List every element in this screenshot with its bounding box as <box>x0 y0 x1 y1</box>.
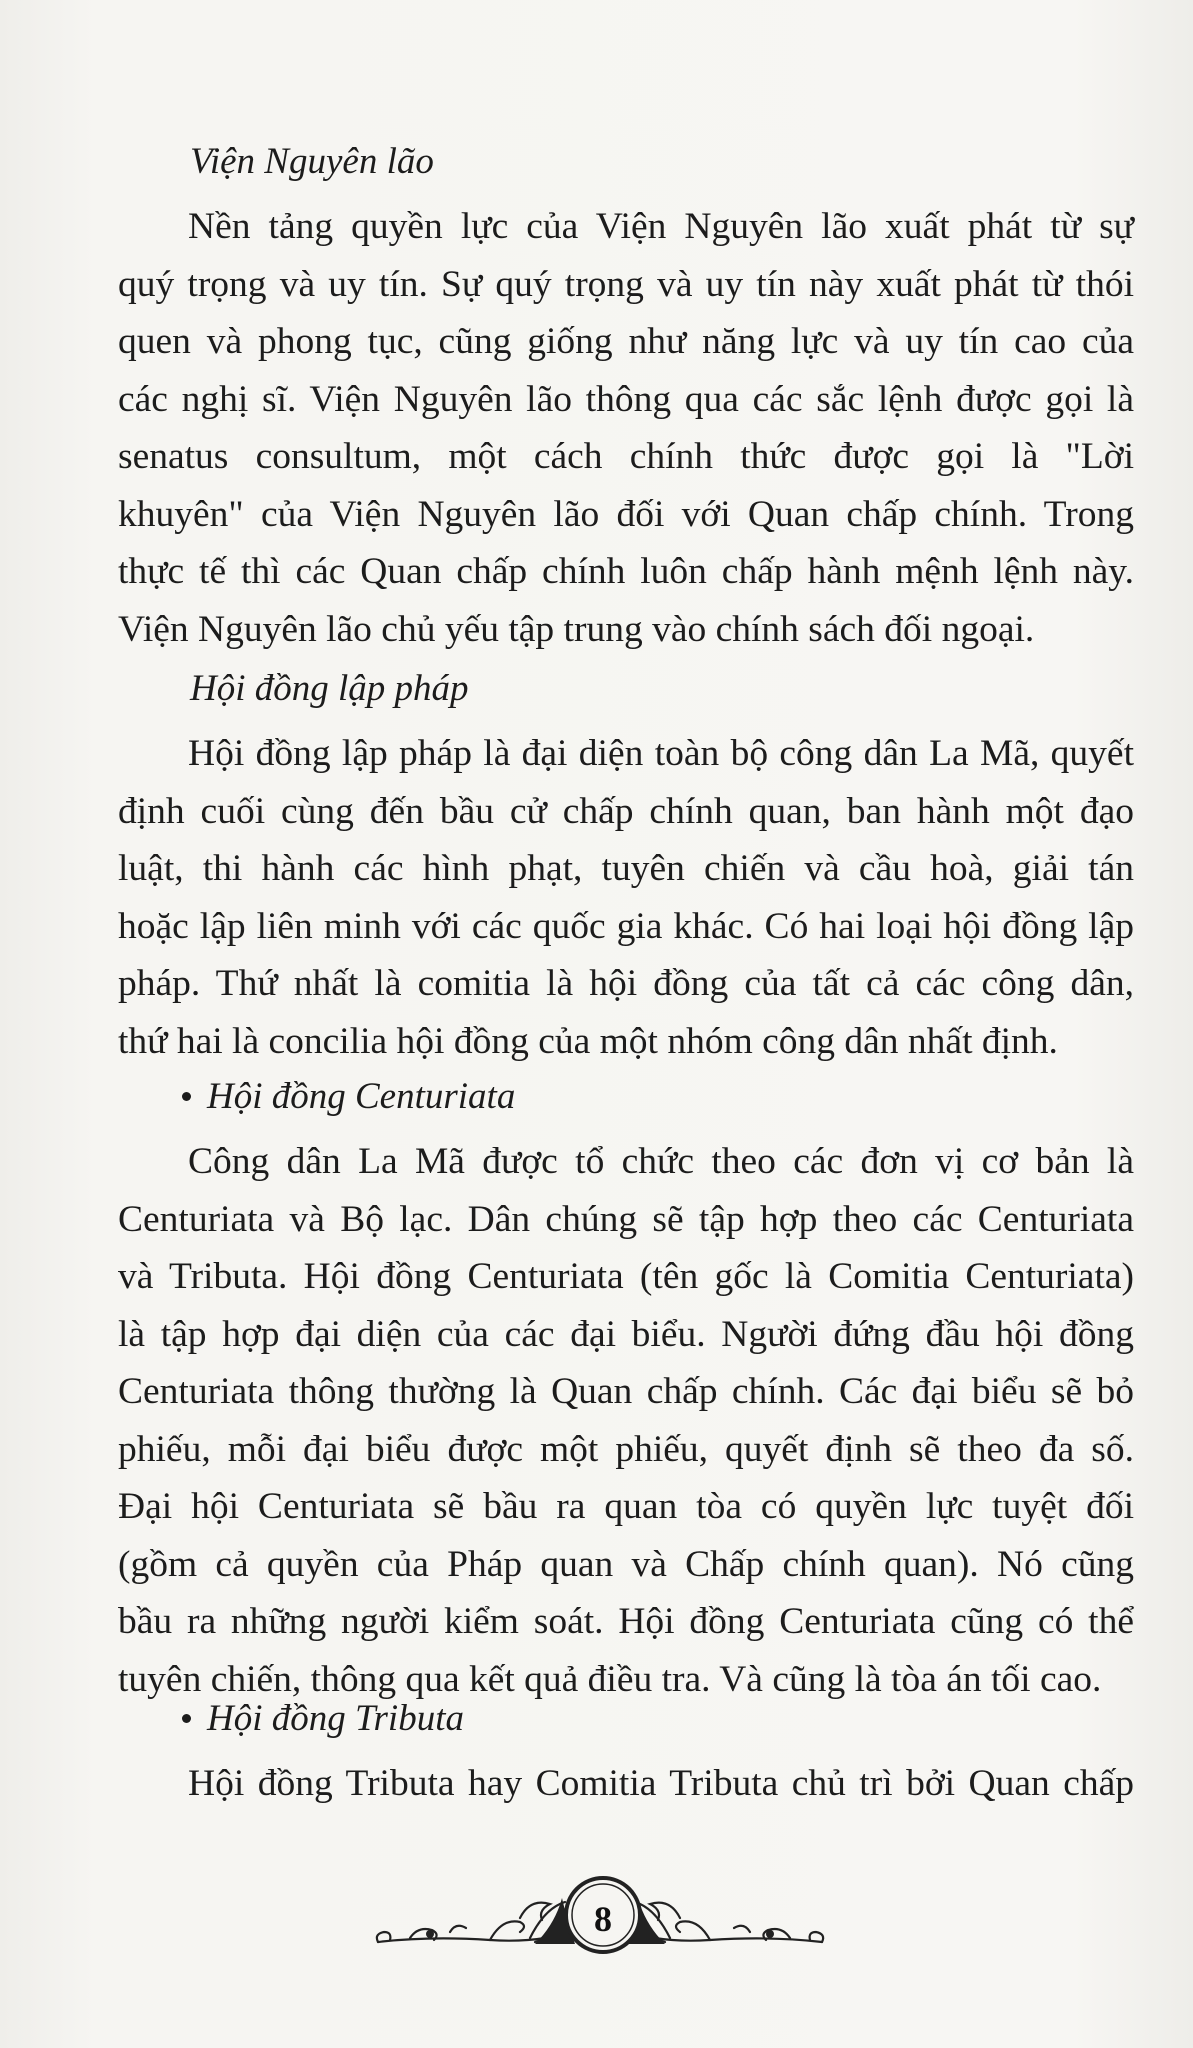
text-line: thực tế thì các Quan chấp chính luôn chấp hành mệnh lệnh này. <box>118 551 1134 592</box>
bullet-icon <box>182 1714 191 1723</box>
text-line: luật, thi hành các hình phạt, tuyên chiến và cầu hoà, giải tán <box>118 848 1134 889</box>
text-line: pháp. Thứ nhất là comitia là hội đồng của tất cả các công dân, <box>118 963 1134 1004</box>
bullet-icon <box>182 1092 191 1101</box>
paragraph-hoi-dong-centuriata <box>118 1133 1134 1708</box>
section-heading-vien-nguyen-lao: Viện Nguyên lão <box>190 141 434 182</box>
bullet-heading-label: Hội đồng Tributa <box>207 1698 464 1739</box>
text-line: Centuriata và Bộ lạc. Dân chúng sẽ tập hợp theo các Centuriata <box>118 1198 1134 1240</box>
text-line: là tập hợp đại diện của các đại biểu. Người đứng đầu hội đồng <box>118 1313 1134 1355</box>
text-line: Công dân La Mã được tổ chức theo các đơn vị cơ bản là <box>188 1141 1134 1182</box>
text-line: định cuối cùng đến bầu cử chấp chính quan, ban hành một đạo <box>118 790 1134 832</box>
section-heading-hoi-dong-centuriata <box>182 1075 515 1119</box>
text-line: quen và phong tục, cũng giống như năng lực và uy tín cao của <box>118 321 1134 362</box>
paragraph-hoi-dong-tributa <box>118 1755 1134 1813</box>
text-line: (gồm cả quyền của Pháp quan và Chấp chính quan). Nó cũng <box>118 1543 1134 1585</box>
section-heading-hoi-dong-lap-phap: Hội đồng lập pháp <box>190 668 469 709</box>
page-number: 8 <box>594 1899 612 1939</box>
text-line: Hội đồng lập pháp là đại diện toàn bộ công dân La Mã, quyết <box>188 733 1134 774</box>
text-line: Nền tảng quyền lực của Viện Nguyên lão xuất phát từ sự <box>188 206 1134 247</box>
text-line: phiếu, mỗi đại biểu được một phiếu, quyết định sẽ theo đa số. <box>118 1428 1134 1470</box>
section-heading-hoi-dong-tributa <box>182 1697 464 1741</box>
paragraph-hoi-dong-lap-phap <box>118 725 1134 1070</box>
text-line: Hội đồng Tributa hay Comitia Tributa chủ trì bởi Quan chấp <box>188 1763 1134 1804</box>
text-line: bầu ra những người kiểm soát. Hội đồng Centuriata cũng có thể <box>118 1601 1134 1642</box>
text-line: khuyên" của Viện Nguyên lão đối với Quan chấp chính. Trong <box>118 493 1134 535</box>
text-line: các nghị sĩ. Viện Nguyên lão thông qua các sắc lệnh được gọi là <box>118 378 1134 420</box>
text-line: Viện Nguyên lão chủ yếu tập trung vào chính sách đối ngoại. <box>118 608 1035 650</box>
text-line: tuyên chiến, thông qua kết quả điều tra. Và cũng là tòa án tối cao. <box>118 1658 1102 1700</box>
paragraph-vien-nguyen-lao <box>118 198 1134 658</box>
text-line: Đại hội Centuriata sẽ bầu ra quan tòa có quyền lực tuyệt đối <box>118 1486 1134 1527</box>
text-line: thứ hai là concilia hội đồng của một nhóm công dân nhất định. <box>118 1020 1058 1062</box>
text-line: và Tributa. Hội đồng Centuriata (tên gốc là Comitia Centuriata) <box>118 1256 1134 1297</box>
text-line: senatus consultum, một cách chính thức được gọi là "Lời <box>118 436 1134 477</box>
text-line: Centuriata thông thường là Quan chấp chính. Các đại biểu sẽ bỏ <box>118 1371 1134 1412</box>
text-line: quý trọng và uy tín. Sự quý trọng và uy tín này xuất phát từ thói <box>118 263 1134 305</box>
bullet-heading-label: Hội đồng Centuriata <box>207 1076 516 1117</box>
text-line: hoặc lập liên minh với các quốc gia khác. Có hai loại hội đồng lập <box>118 905 1134 947</box>
